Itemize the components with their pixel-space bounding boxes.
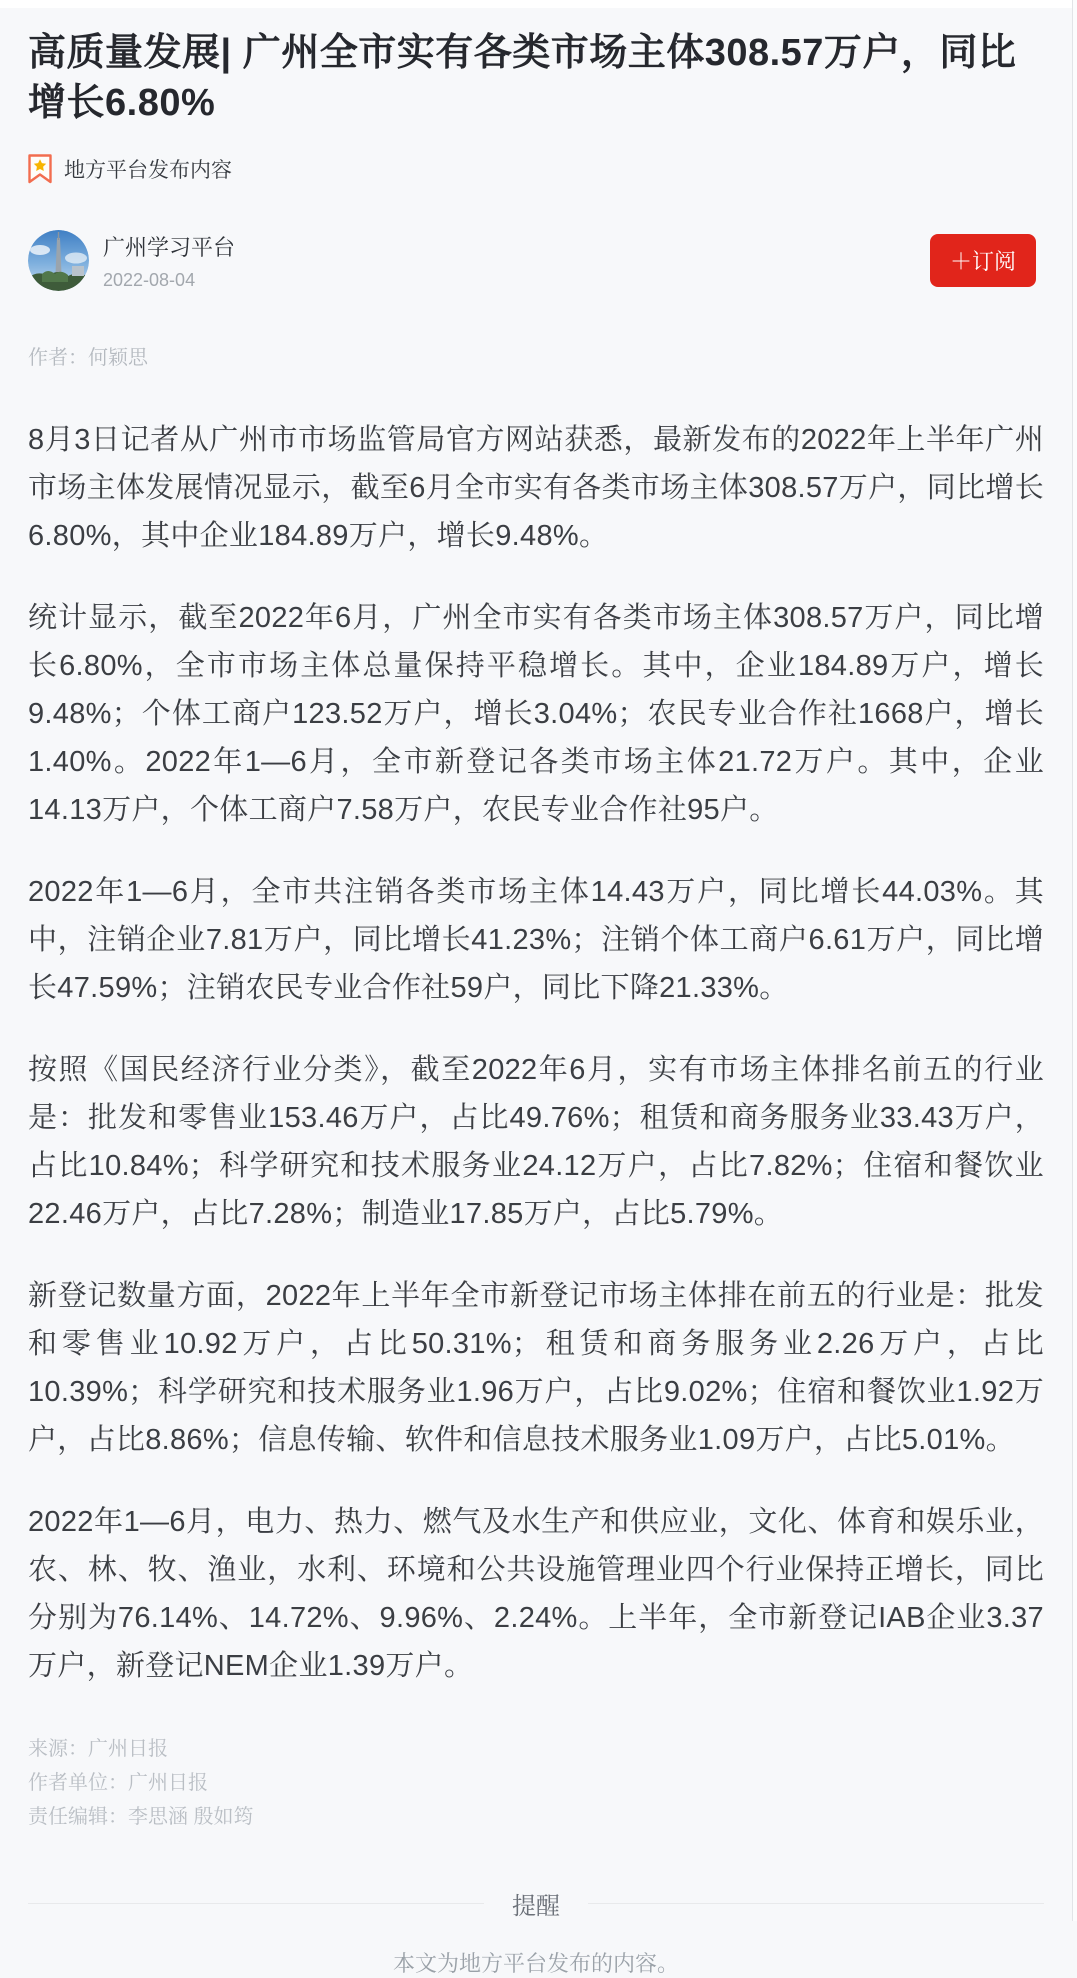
meta-label: 作者单位： xyxy=(28,1772,128,1794)
article-paragraph: 新登记数量方面，2022年上半年全市新登记市场主体排在前五的行业是：批发和零售业10.92万户，占比50.31%；租赁和商务服务业2.26万户，占比10.39%；科学研究和技术服务业1.96万户，占比9.02%；住宿和餐饮业1.92万户，占比8.86%；信息传输、软件和信息技术服务业1.09万户，占比5.01%。 xyxy=(28,1280,1044,1456)
scrollbar-gutter[interactable] xyxy=(1072,0,1077,1921)
publisher-avatar[interactable] xyxy=(28,230,89,291)
article-paragraph: 按照《国民经济行业分类》，截至2022年6月，实有市场主体排名前五的行业是：批发和零售业153.46万户，占比49.76%；租赁和商务服务业33.43万户，占比10.84%；科学研究和技术服务业24.12万户，占比7.82%；住宿和餐饮业22.46万户，占比7.28%；制造业17.85万户，占比5.79%。 xyxy=(28,1054,1044,1230)
article-paragraph: 8月3日记者从广州市市场监管局官方网站获悉，最新发布的2022年上半年广州市场主体发展情况显示，截至6月全市实有各类市场主体308.57万户，同比增长6.80%，其中企业184.89万户，增长9.48%。 xyxy=(28,424,1044,552)
divider-line-right xyxy=(588,1903,1044,1904)
article-paragraph: 2022年1—6月，全市共注销各类市场主体14.43万户，同比增长44.03%。其中，注销企业7.81万户，同比增长41.23%；注销个体工商户6.61万户，同比增长47.59%；注销农民专业合作社59户，同比下降21.33%。 xyxy=(28,876,1044,1004)
article-meta xyxy=(28,1732,1044,1834)
platform-badge xyxy=(28,154,1044,184)
bookmark-star-icon xyxy=(28,154,52,184)
article-body xyxy=(28,416,1044,1690)
notice-divider-label: 提醒 xyxy=(512,1893,560,1920)
meta-label: 来源： xyxy=(28,1738,88,1760)
page-title: 高质量发展| 广州全市实有各类市场主体308.57万户，同比增长6.80% xyxy=(28,32,1017,124)
notice-text: 本文为地方平台发布的内容。 xyxy=(392,1951,679,1976)
meta-source xyxy=(28,1732,1044,1766)
meta-value: 李思涵 殷如筠 xyxy=(128,1806,254,1828)
article-paragraph: 统计显示，截至2022年6月，广州全市实有各类市场主体308.57万户，同比增长6.80%，全市市场主体总量保持平稳增长。其中，企业184.89万户，增长9.48%；个体工商户123.52万户，增长3.04%；农民专业合作社1668户，增长1.40%。2022年1—6月，全市新登记各类市场主体21.72万户。其中，企业14.13万户，个体工商户7.58万户，农民专业合作社95户。 xyxy=(28,602,1044,826)
publish-date: 2022-08-04 xyxy=(103,269,196,290)
meta-label: 责任编辑： xyxy=(28,1806,128,1828)
author-line: 作者：何颖思 xyxy=(28,347,148,369)
badge-label: 地方平台发布内容 xyxy=(64,159,232,182)
publisher-row xyxy=(28,230,1044,291)
meta-value: 广州日报 xyxy=(88,1738,168,1760)
publisher-name[interactable]: 广州学习平台 xyxy=(103,234,236,260)
subscribe-button[interactable]: ＋订阅 xyxy=(930,234,1036,287)
publisher-info xyxy=(103,231,930,291)
meta-value: 广州日报 xyxy=(128,1772,208,1794)
divider-line-left xyxy=(28,1903,484,1904)
meta-editor xyxy=(28,1800,1044,1834)
article-paragraph: 2022年1—6月，电力、热力、燃气及水生产和供应业，文化、体育和娱乐业，农、林、牧、渔业，水利、环境和公共设施管理业四个行业保持正增长，同比分别为76.14%、14.72%、9.96%、2.24%。上半年，全市新登记IAB企业3.37万户，新登记NEM企业1.39万户。 xyxy=(28,1506,1044,1682)
meta-author-unit xyxy=(28,1766,1044,1800)
notice-divider xyxy=(28,1886,1044,1921)
article-page xyxy=(0,28,1072,1978)
page-top-strip xyxy=(0,0,1077,8)
